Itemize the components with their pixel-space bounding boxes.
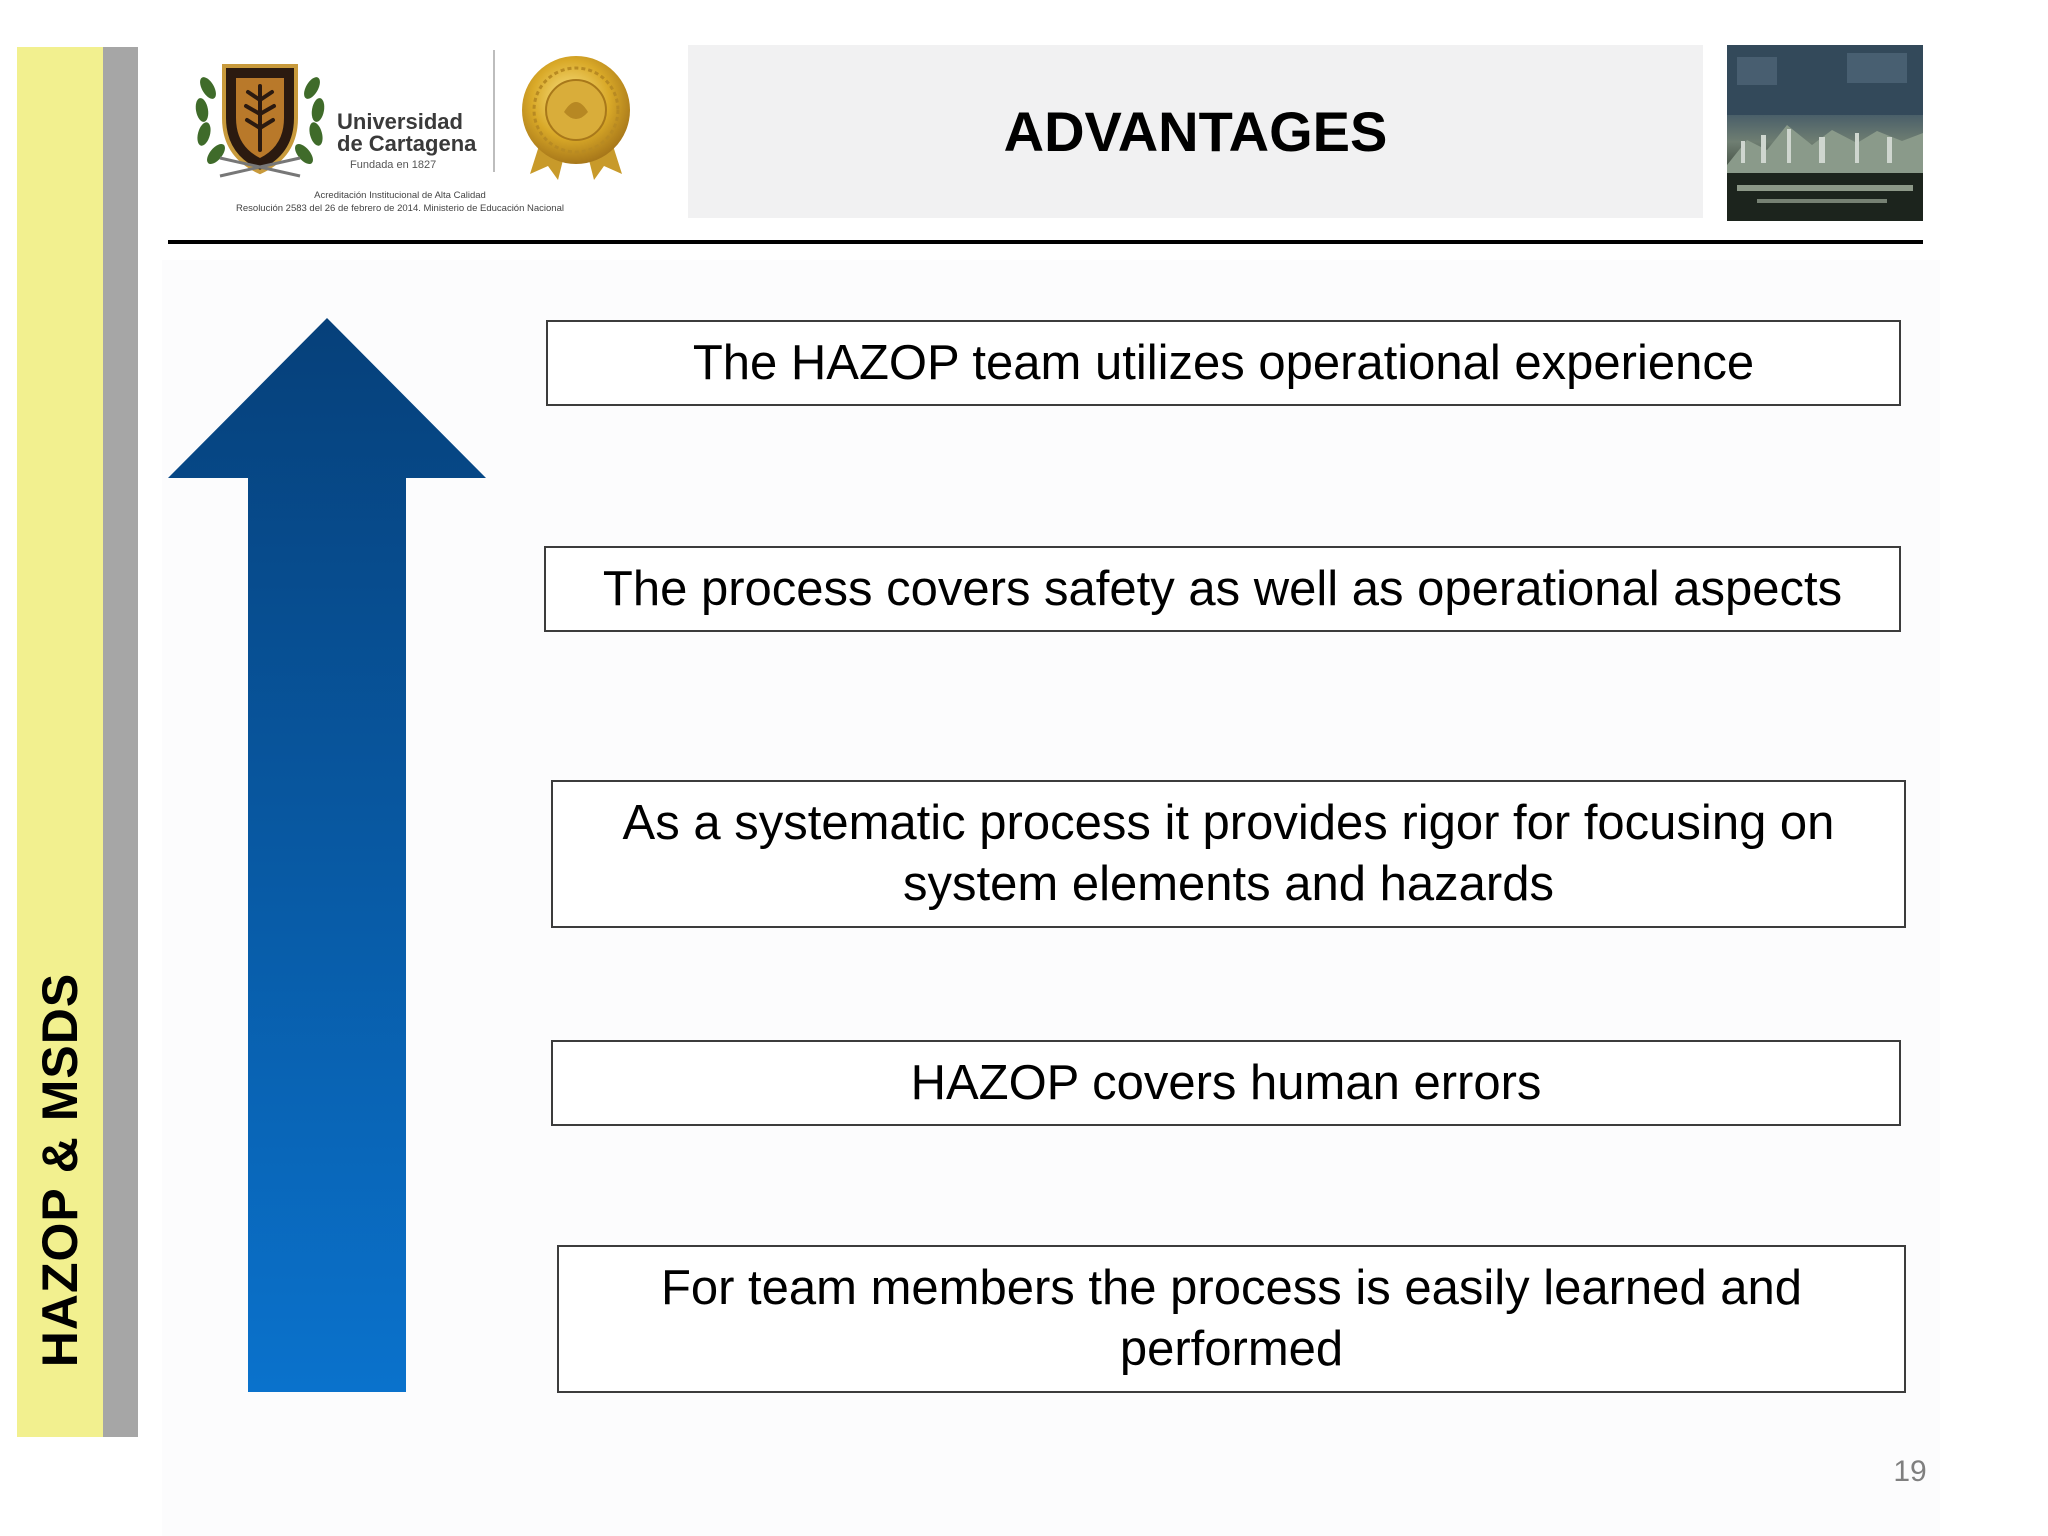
header-divider: [168, 240, 1923, 244]
crest-icon: [190, 48, 330, 188]
advantage-item: For team members the process is easily learned and performed: [557, 1245, 1906, 1393]
logo-divider: [493, 50, 495, 172]
university-logo: [190, 48, 610, 223]
header-box: [688, 45, 1703, 218]
advantage-item: As a systematic process it provides rigor for focusing on system elements and hazards: [551, 780, 1906, 928]
advantage-item: HAZOP covers human errors: [551, 1040, 1901, 1126]
founded-text: Fundada en 1827: [350, 159, 437, 171]
sidebar-title: HAZOP & MSDS: [32, 972, 88, 1368]
accreditation-text: Acreditación Institucional de Alta Calidad Resolución 2583 del 26 de febrero de 2014. Ministerio de Educación Nacional: [236, 190, 564, 214]
advantage-item: The HAZOP team utilizes operational experience: [546, 320, 1901, 406]
gold-seal-icon: [516, 52, 636, 182]
sidebar-gray-band: [103, 47, 138, 1437]
up-arrow-icon: [168, 318, 486, 1392]
page-number: 19: [1893, 1455, 1927, 1488]
book-cover-art: [1727, 45, 1923, 221]
book-cover-image: [1727, 45, 1923, 221]
page-title: ADVANTAGES: [1003, 100, 1388, 163]
advantage-item: The process covers safety as well as operational aspects: [544, 546, 1901, 632]
university-name: Universidad de Cartagena: [337, 109, 477, 156]
